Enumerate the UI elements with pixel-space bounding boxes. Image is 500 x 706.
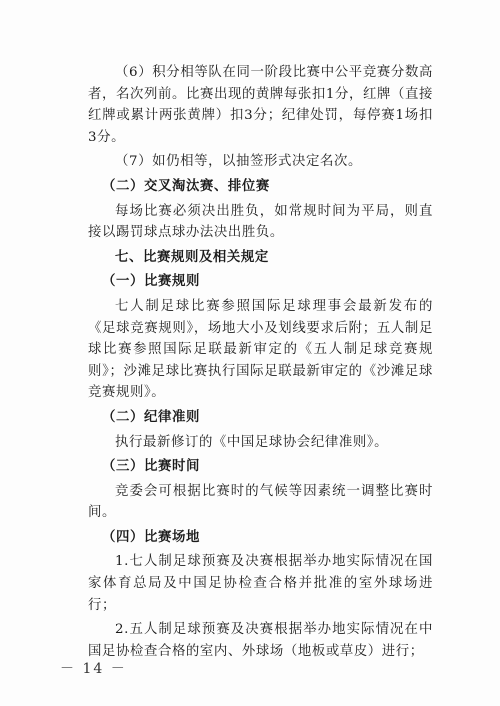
paragraph-knockout: 每场比赛必须决出胜负，如常规时间为平局，则直接以踢罚球点球办法决出胜负。 <box>88 203 433 241</box>
paragraph-rule-6: （6）积分相等队在同一阶段比赛中公平竞赛分数高者，名次列前。比赛出现的黄牌每张扣1分，红牌（直接红牌或累计两张黄牌）扣3分；纪律处罚，每停赛1场扣3分。 <box>88 65 433 145</box>
paragraph-venue-1: 1.七人制足球预赛及决赛根据举办地实际情况在国家体育总局及中国足协检查合格并批准的室外球场进行； <box>88 554 433 613</box>
paragraph-match-time: 竞委会可根据比赛时的气候等因素统一调整比赛时间。 <box>88 483 433 521</box>
document-body <box>88 62 433 665</box>
subheading-knockout: （二）交叉淘汰赛、排位赛 <box>102 178 270 194</box>
subheading-match-rules: （一）比赛规则 <box>102 274 200 290</box>
paragraph-rule-7: （7）如仍相等，以抽签形式决定名次。 <box>115 154 362 170</box>
subheading-match-time: （三）比赛时间 <box>102 459 200 475</box>
paragraph-match-rules: 七人制足球比赛参照国际足球理事会最新发布的《足球竞赛规则》，场地大小及划线要求后附；五人制足球比赛参照国际足联最新审定的《五人制足球竞赛规则》；沙滩足球比赛执行国际足联最新审定的《沙滩足球竞赛规则》。 <box>88 298 433 401</box>
page-number: － 14 － <box>60 661 127 677</box>
subheading-discipline: （二）纪律准则 <box>102 409 200 425</box>
paragraph-discipline: 执行最新修订的《中国足球协会纪律准则》。 <box>115 434 389 450</box>
section-heading-rules: 七、比赛规则及相关规定 <box>115 249 269 265</box>
paragraph-venue-2: 2.五人制足球预赛及决赛根据举办地实际情况在中国足协检查合格的室内、外球场（地板或草皮）进行； <box>88 622 433 659</box>
subheading-venue: （四）比赛场地 <box>102 529 200 545</box>
